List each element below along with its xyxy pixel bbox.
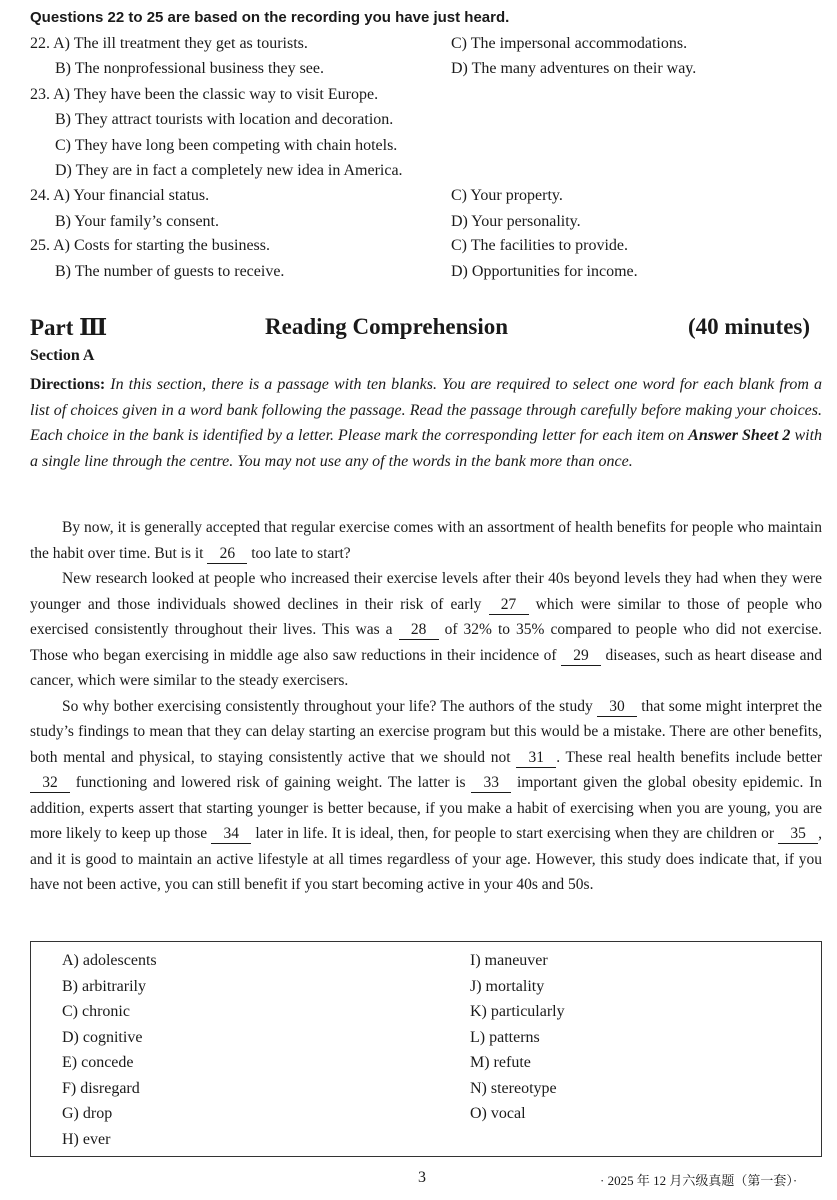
word-bank-option: G) drop bbox=[62, 1105, 113, 1122]
word-bank-option: J) mortality bbox=[470, 977, 545, 995]
blank-33[interactable]: 33 bbox=[471, 774, 511, 793]
footer-source: · 2025 年 12 月六级真题（第一套）· bbox=[600, 1173, 798, 1188]
question-24-option-d: D) Your personality. bbox=[451, 213, 581, 230]
question-25-option-c: C) The facilities to provide. bbox=[451, 237, 628, 254]
section-heading: Section A bbox=[30, 347, 95, 364]
passage-paragraph-1: By now, it is generally accepted that regular exercise comes with an assortment of health benefits for people who maintain the habit over time. But is it 26 too late to start? bbox=[30, 519, 822, 562]
question-24-option-a: 24. A) Your financial status. bbox=[30, 187, 210, 204]
word-bank-left-column bbox=[62, 948, 157, 1152]
part-time: (40 minutes) bbox=[688, 314, 811, 339]
word-bank-option: C) chronic bbox=[62, 1003, 130, 1020]
blank-30[interactable]: 30 bbox=[597, 698, 637, 717]
word-bank-option: I) maneuver bbox=[470, 952, 548, 969]
part-label: Part Ⅲ bbox=[30, 315, 108, 340]
question-23-option-d: D) They are in fact a completely new idea in America. bbox=[55, 162, 403, 179]
question-22-option-c: C) The impersonal accommodations. bbox=[451, 35, 688, 52]
page-number: 3 bbox=[418, 1169, 426, 1186]
word-bank-option: F) disregard bbox=[62, 1079, 140, 1097]
part-title: Reading Comprehension bbox=[265, 314, 509, 339]
question-24-option-b: B) Your family’s consent. bbox=[55, 213, 219, 230]
blank-32[interactable]: 32 bbox=[30, 774, 70, 793]
word-bank-option: K) particularly bbox=[470, 1003, 565, 1020]
word-bank bbox=[30, 941, 822, 1157]
blank-34[interactable]: 34 bbox=[211, 825, 251, 844]
question-25-option-d: D) Opportunities for income. bbox=[451, 263, 638, 280]
question-25-option-b: B) The number of guests to receive. bbox=[55, 263, 285, 280]
question-25-option-a: 25. A) Costs for starting the business. bbox=[30, 237, 270, 254]
blank-26[interactable]: 26 bbox=[207, 545, 247, 564]
directions: Directions: In this section, there is a passage with ten blanks. You are required to select one word for each blank from a list of choices given in a word bank following the passage. Read the passage through carefully before making your choices. Each choice in the bank is identified by a letter. Please mark the corresponding letter for each item on Answer Sheet 2 with a single line through the centre. You may not use any of the words in the bank more than once. bbox=[30, 376, 823, 470]
blank-35[interactable]: 35 bbox=[778, 825, 818, 844]
passage bbox=[30, 515, 822, 898]
question-22-option-a: 22. A) The ill treatment they get as tourists. bbox=[30, 35, 308, 52]
passage-paragraph-3: So why bother exercising consistently throughout your life? The authors of the study 30 that some might interpret the study’s findings to mean that they can delay starting an exercise program but this would be a mistake. There are other benefits, both mental and physical, to staying consistently active that we should not 31 . These real health benefits include better 32 functioning and lowered risk of gaining weight. The latter is 33 important given the global obesity epidemic. In addition, experts assert that starting younger is better because, if you make a habit of exercising when you are young, you are more likely to keep up those 34 later in life. It is ideal, then, for people to start exercising when they are children or 35 , and it is good to maintain an active lifestyle at all times regardless of your age. However, this study does indicate that, if you have not been active, you can still benefit if you start becoming active in your 40s and 50s. bbox=[30, 697, 822, 893]
question-24-option-c: C) Your property. bbox=[451, 187, 563, 204]
word-bank-option: L) patterns bbox=[470, 1028, 540, 1046]
question-23-option-a: 23. A) They have been the classic way to visit Europe. bbox=[30, 86, 379, 103]
word-bank-right-column bbox=[470, 948, 565, 1127]
word-bank-option: A) adolescents bbox=[62, 952, 157, 969]
word-bank-option: B) arbitrarily bbox=[62, 977, 146, 995]
questions-header: Questions 22 to 25 are based on the recording you have just heard. bbox=[30, 9, 510, 26]
blank-31[interactable]: 31 bbox=[516, 749, 556, 768]
question-22-option-b: B) The nonprofessional business they see. bbox=[55, 60, 324, 77]
word-bank-option: D) cognitive bbox=[62, 1028, 143, 1046]
blank-27[interactable]: 27 bbox=[489, 596, 529, 615]
question-22-option-d: D) The many adventures on their way. bbox=[451, 60, 697, 77]
question-23-option-c: C) They have long been competing with chain hotels. bbox=[55, 137, 398, 154]
passage-paragraph-2: New research looked at people who increased their exercise levels after their 40s beyond levels they had when they were younger and those individuals showed declines in their risk of early 27 which were similar to those of people who exercised consistently throughout their lives. This was a 28 of 32% to 35% compared to people who did not exercise. Those who began exercising in middle age also saw reductions in their incidence of 29 diseases, such as heart disease and cancer, which were similar to the steady exercisers. bbox=[30, 570, 822, 689]
word-bank-option: E) concede bbox=[62, 1054, 134, 1071]
word-bank-option: O) vocal bbox=[470, 1105, 526, 1122]
question-23-option-b: B) They attract tourists with location and decoration. bbox=[55, 111, 394, 128]
blank-28[interactable]: 28 bbox=[399, 621, 439, 640]
word-bank-option: H) ever bbox=[62, 1130, 111, 1148]
word-bank-option: M) refute bbox=[470, 1054, 531, 1071]
blank-29[interactable]: 29 bbox=[561, 647, 601, 666]
word-bank-option: N) stereotype bbox=[470, 1079, 557, 1097]
